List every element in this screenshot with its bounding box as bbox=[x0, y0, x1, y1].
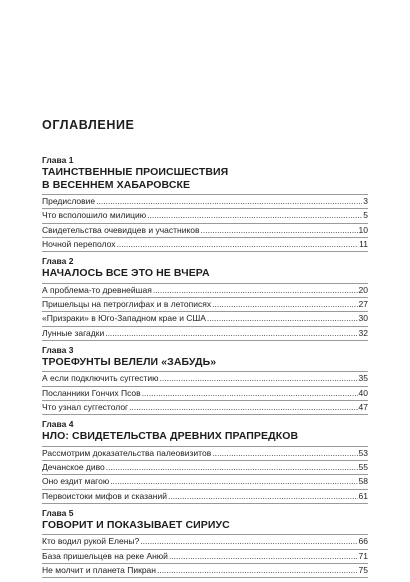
entry-page-number: 11 bbox=[359, 238, 368, 249]
entry-title: Лунные загадки bbox=[42, 327, 105, 338]
toc-entry[interactable] bbox=[42, 401, 368, 415]
toc-entry[interactable] bbox=[42, 564, 368, 578]
chapter-5 bbox=[42, 508, 368, 578]
chapter-label: Глава 3 bbox=[42, 344, 74, 355]
chapter-1 bbox=[42, 155, 368, 252]
toc-entry[interactable] bbox=[42, 284, 368, 298]
toc-entry[interactable] bbox=[42, 312, 368, 326]
chapter-title-line: ГОВОРИТ И ПОКАЗЫВАЕТ СИРИУС bbox=[42, 518, 230, 531]
chapter-label: Глава 4 bbox=[42, 419, 74, 430]
entry-title: А если подключить суггестию bbox=[42, 373, 159, 384]
entry-title: Кто водил рукой Елены? bbox=[42, 536, 140, 547]
entry-page-number: 27 bbox=[358, 298, 368, 309]
chapter-label: Глава 2 bbox=[42, 256, 74, 267]
dot-leader bbox=[129, 401, 357, 414]
dot-leader bbox=[157, 564, 358, 577]
entry-title: Ночной переполох bbox=[42, 238, 116, 249]
dot-leader bbox=[106, 461, 358, 474]
toc-entry[interactable] bbox=[42, 461, 368, 475]
chapter-title bbox=[42, 430, 368, 447]
chapter-label: Глава 1 bbox=[42, 155, 74, 165]
toc-entry[interactable] bbox=[42, 372, 368, 386]
dot-leader bbox=[212, 298, 357, 311]
entry-page-number: 40 bbox=[358, 387, 368, 398]
entry-page-number: 35 bbox=[358, 373, 368, 384]
dot-leader bbox=[147, 209, 362, 222]
dot-leader bbox=[140, 535, 357, 548]
chapter-title bbox=[42, 267, 368, 284]
toc-entry[interactable] bbox=[42, 298, 368, 312]
toc-entry[interactable] bbox=[42, 387, 368, 401]
entry-page-number: 3 bbox=[363, 196, 368, 206]
entry-page-number: 55 bbox=[358, 462, 368, 473]
toc-entry[interactable] bbox=[42, 490, 368, 504]
dot-leader bbox=[153, 284, 358, 297]
dot-leader bbox=[96, 195, 362, 208]
toc-entry[interactable] bbox=[42, 475, 368, 489]
entry-page-number: 53 bbox=[358, 447, 368, 458]
chapter-title bbox=[42, 166, 368, 195]
chapter-title-line: НАЧАЛОСЬ ВСЕ ЭТО НЕ ВЧЕРА bbox=[42, 267, 210, 280]
chapter-title-line: В ВЕСЕННЕМ ХАБАРОВСКЕ bbox=[42, 178, 191, 191]
dot-leader bbox=[169, 550, 358, 563]
toc-entry[interactable] bbox=[42, 209, 368, 223]
entry-title: Что всполошило милицию bbox=[42, 210, 147, 221]
entry-page-number: 66 bbox=[358, 536, 368, 547]
toc-entry[interactable] bbox=[42, 447, 368, 461]
entry-title: Предисловие bbox=[42, 196, 96, 206]
entry-title: Что узнал суггестолог bbox=[42, 401, 129, 412]
dot-leader bbox=[160, 372, 358, 385]
entry-page-number: 71 bbox=[358, 550, 368, 561]
dot-leader bbox=[168, 490, 358, 503]
entry-title: «Призраки» в Юго-Западном крае и США bbox=[42, 313, 206, 324]
dot-leader bbox=[142, 387, 358, 400]
toc-entry[interactable] bbox=[42, 224, 368, 238]
chapter-3 bbox=[42, 345, 368, 415]
entry-title: Пришельцы на петроглифах и в летописях bbox=[42, 298, 212, 309]
chapter-title-line: ТРОЕФУНТЫ ВЕЛЕЛИ «ЗАБУДЬ» bbox=[42, 355, 217, 368]
entry-page-number: 20 bbox=[358, 284, 368, 295]
dot-leader bbox=[201, 224, 358, 237]
toc-entry[interactable] bbox=[42, 535, 368, 549]
entry-page-number: 5 bbox=[363, 210, 368, 221]
dot-leader bbox=[207, 312, 358, 325]
dot-leader bbox=[117, 238, 359, 251]
toc-entry[interactable] bbox=[42, 550, 368, 564]
entry-page-number: 10 bbox=[358, 224, 368, 235]
entry-page-number: 58 bbox=[358, 476, 368, 487]
toc-entry[interactable] bbox=[42, 327, 368, 341]
entry-title: А проблема-то древнейшая bbox=[42, 284, 152, 295]
entry-title: Дечанское диво bbox=[42, 462, 105, 473]
entry-title: База пришельцев на реке Анюй bbox=[42, 550, 168, 561]
chapter-title-line: ТАИНСТВЕННЫЕ ПРОИСШЕСТВИЯ bbox=[42, 166, 229, 178]
dot-leader bbox=[105, 327, 357, 340]
chapter-label: Глава 5 bbox=[42, 507, 74, 518]
chapter-title-line: НЛО: СВИДЕТЕЛЬСТВА ДРЕВНИХ ПРАПРЕДКОВ bbox=[42, 430, 299, 443]
entry-title: Оно ездит магою bbox=[42, 476, 110, 487]
entry-title: Свидетельства очевидцев и участников bbox=[42, 224, 200, 235]
entry-page-number: 47 bbox=[358, 401, 368, 412]
chapter-title bbox=[42, 356, 368, 373]
table-of-contents bbox=[42, 155, 368, 582]
entry-title: Рассмотрим доказательства палеовизитов bbox=[42, 447, 212, 458]
entry-page-number: 61 bbox=[358, 490, 368, 501]
toc-heading: ОГЛАВЛЕНИЕ bbox=[42, 118, 135, 132]
dot-leader bbox=[110, 475, 357, 488]
chapter-2 bbox=[42, 256, 368, 341]
chapter-title bbox=[42, 519, 368, 536]
dot-leader bbox=[212, 447, 357, 460]
toc-entry[interactable] bbox=[42, 195, 368, 209]
entry-title: Первоистоки мифов и сказаний bbox=[42, 490, 167, 501]
chapter-4 bbox=[42, 419, 368, 504]
entry-page-number: 30 bbox=[358, 313, 368, 324]
entry-title: Не молчит и планета Пикран bbox=[42, 565, 156, 576]
toc-entry[interactable] bbox=[42, 238, 368, 252]
entry-page-number: 75 bbox=[358, 565, 368, 576]
entry-page-number: 32 bbox=[358, 327, 368, 338]
entry-title: Посланники Гончих Псов bbox=[42, 387, 141, 398]
